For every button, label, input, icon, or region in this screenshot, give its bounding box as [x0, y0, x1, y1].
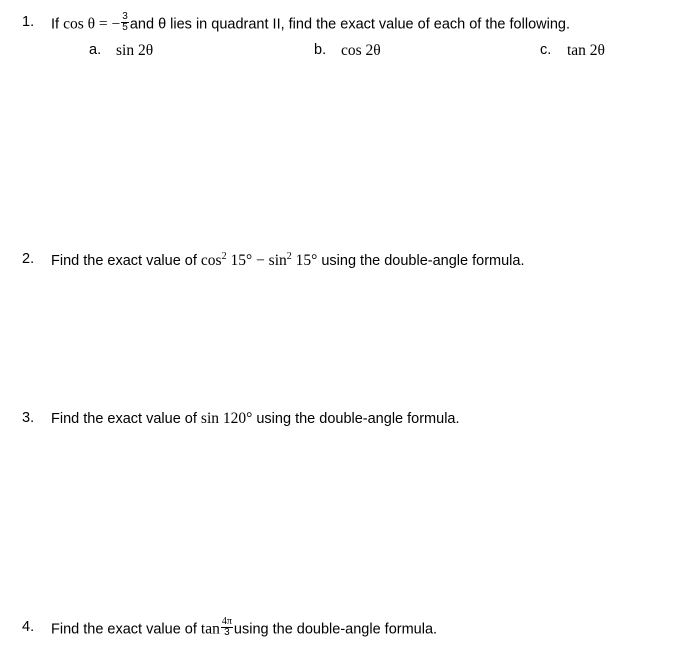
problem-number: 4.	[22, 619, 35, 635]
text-after: using the double-angle formula.	[233, 621, 438, 638]
part-expression: tan 2θ	[567, 42, 605, 59]
problem-number: 1.	[22, 14, 35, 30]
text-after: using the double-angle formula.	[252, 411, 460, 427]
math-expression: cos θ = −	[63, 15, 121, 33]
superscript: 2	[286, 251, 292, 262]
text-before: Find the exact value of	[51, 253, 201, 269]
math-part: 15° − sin	[226, 252, 287, 269]
fraction-numerator: 3	[122, 11, 128, 22]
part-label: c.	[540, 42, 552, 58]
math-part: 15°	[291, 252, 318, 269]
text-before: Find the exact value of	[51, 621, 201, 638]
math-expression: sin 120°	[200, 410, 253, 427]
math-part: cos	[200, 252, 222, 269]
text-before: If	[51, 16, 64, 33]
fraction	[221, 617, 233, 638]
part-expression: cos 2θ	[341, 42, 381, 59]
text-after: using the double-angle formula.	[317, 253, 525, 269]
fraction-denominator: 3	[224, 627, 230, 638]
problem-text	[51, 616, 438, 640]
problem-text	[51, 11, 570, 35]
problem-text	[51, 251, 525, 270]
problem-number: 2.	[22, 251, 35, 267]
part-expression: sin 2θ	[116, 42, 154, 59]
part-label: a.	[89, 42, 102, 58]
problem-text	[51, 410, 460, 428]
fraction-denominator: 5	[122, 22, 128, 33]
part-label: b.	[314, 42, 327, 58]
fraction-numerator: 4π	[221, 616, 232, 627]
text-before: Find the exact value of	[51, 411, 201, 427]
text-after: and θ lies in quadrant II, find the exact value of each of the following.	[129, 16, 570, 33]
math-expression	[201, 252, 317, 269]
problem-number: 3.	[22, 410, 35, 426]
math-expression: tan	[200, 620, 220, 638]
fraction	[121, 12, 129, 33]
superscript: 2	[221, 251, 227, 262]
